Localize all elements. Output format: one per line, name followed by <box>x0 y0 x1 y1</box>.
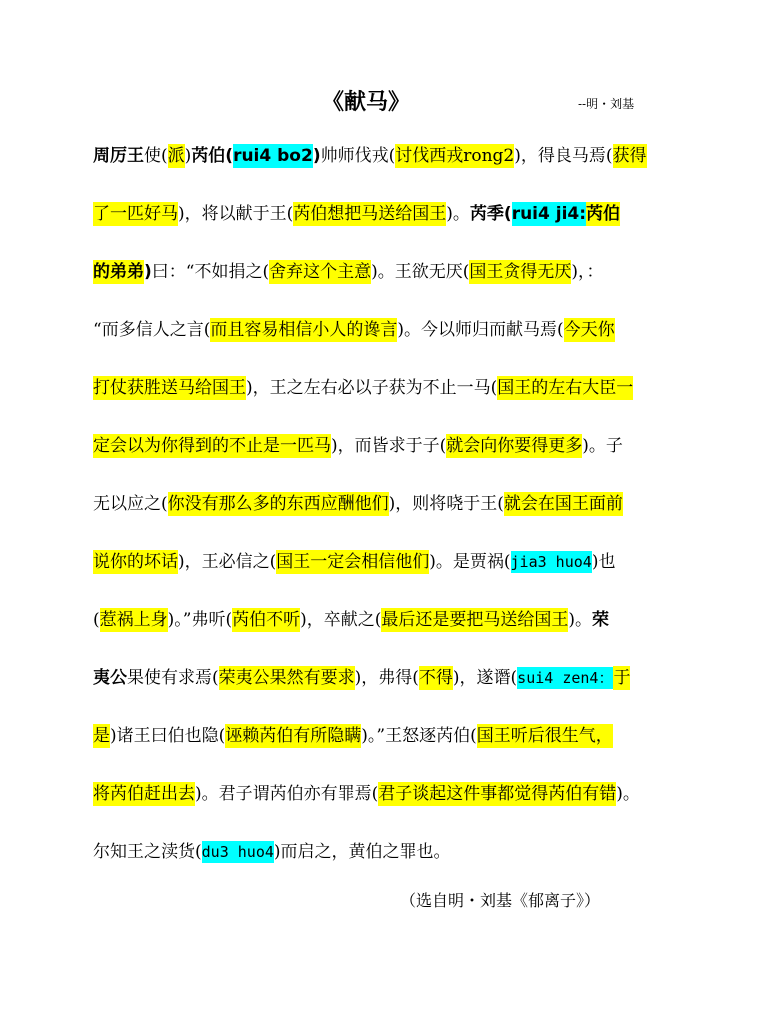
text-line <box>93 359 678 417</box>
yellow-highlight-segment: 就会向你要得更多 <box>446 436 583 456</box>
text-segment: )。今以师归而献马焉( <box>397 320 564 340</box>
text-segment: 曰：“不如捐之( <box>151 262 270 282</box>
text-segment: )。 <box>446 204 470 224</box>
text-line <box>93 185 678 243</box>
yellow-highlight-segment: 荣夷公果然有要求 <box>218 668 355 688</box>
bold-text-segment: 周厉王 <box>93 146 144 166</box>
text-segment: )。 <box>616 784 640 804</box>
yellow-highlight-segment: 将芮伯赶出去 <box>93 784 195 804</box>
yellow-highlight-segment: 就会在国王面前 <box>503 494 623 514</box>
yellow-highlight-segment: 你没有那么多的东西应酬他们 <box>167 494 389 514</box>
text-segment: )，： <box>571 262 604 282</box>
text-segment: )，王之左右必以子获为不止一马( <box>246 378 498 398</box>
text-segment: 果使有求焉( <box>127 668 219 688</box>
yellow-highlight-segment: 国王听后很生气， <box>476 726 613 746</box>
text-segment: )，将以献于王( <box>178 204 294 224</box>
yellow-highlight-segment: 定会以为你得到的不止是一匹马 <box>93 436 331 456</box>
bold-text-segment: ) <box>312 146 321 166</box>
text-line <box>93 417 678 475</box>
yellow-highlight-segment: 打仗获胜送马给国王 <box>93 378 246 398</box>
header <box>0 88 768 124</box>
yellow-highlight-segment: 舍弃这个主意 <box>269 262 372 282</box>
text-segment: )。是贾祸( <box>429 552 511 572</box>
text-line <box>93 127 678 185</box>
text-line <box>93 475 678 533</box>
text-line <box>93 591 678 649</box>
text-segment: )。”弗听( <box>167 610 233 630</box>
text-segment: )。子 <box>582 436 623 456</box>
yellow-highlight-segment: 的弟弟 <box>93 262 144 282</box>
pinyin-highlight-segment: rui4 bo2 <box>233 146 313 166</box>
text-body <box>93 127 678 881</box>
yellow-highlight-segment: 而且容易相信小人的谗言 <box>210 320 398 340</box>
text-segment: 帅师伐戎( <box>320 146 396 166</box>
yellow-highlight-segment: 芮伯 <box>586 204 621 224</box>
yellow-highlight-segment: 芮伯不听 <box>232 610 301 630</box>
yellow-highlight-segment: 国王的左右大臣一 <box>497 378 634 398</box>
yellow-highlight-segment: 诬赖芮伯有所隐瞒 <box>225 726 362 746</box>
text-segment: )。王欲无厌( <box>371 262 470 282</box>
text-segment: “而多信人之言( <box>93 320 211 340</box>
text-segment: )，弗得( <box>354 668 419 688</box>
text-line <box>93 301 678 359</box>
text-segment: )，遂谮( <box>452 668 518 688</box>
pinyin-highlight-segment: du3 huo4 <box>201 843 274 861</box>
text-line <box>93 649 678 707</box>
yellow-highlight-segment: 芮伯想把马送给国王 <box>293 204 447 224</box>
text-segment: 尔知王之渎货( <box>93 842 202 862</box>
pinyin-highlight-segment: rui4 ji4: <box>511 204 587 224</box>
author-attribution: --明・刘基 <box>578 97 635 111</box>
bold-text-segment: 荣 <box>592 610 610 630</box>
text-segment: ) <box>184 146 192 166</box>
page-title: 《献马》 <box>322 90 411 115</box>
yellow-highlight-segment: 派 <box>167 146 185 166</box>
yellow-highlight-segment: 说你的坏话 <box>93 552 178 572</box>
text-segment: )也 <box>591 552 616 572</box>
text-segment: )诸王曰伯也隐( <box>110 726 226 746</box>
text-segment: )。君子谓芮伯亦有罪焉( <box>195 784 379 804</box>
text-line <box>93 765 678 823</box>
yellow-highlight-segment: 国王贪得无厌 <box>469 262 572 282</box>
text-segment: ( <box>93 610 100 630</box>
yellow-highlight-segment: 于 <box>613 668 631 688</box>
yellow-highlight-segment: 获得 <box>612 146 647 166</box>
text-segment: )，则将哓于王( <box>388 494 504 514</box>
yellow-highlight-segment: 不得 <box>418 668 453 688</box>
text-line <box>93 823 678 881</box>
text-segment: )，得良马焉( <box>514 146 613 166</box>
pinyin-highlight-segment: jia3 huo4 <box>510 553 592 571</box>
yellow-highlight-segment: 今天你 <box>563 320 615 340</box>
text-segment: 无以应之( <box>93 494 168 514</box>
text-line <box>93 707 678 765</box>
yellow-highlight-segment: 了一匹好马 <box>93 204 178 224</box>
text-segment: )。”王怒逐芮伯( <box>361 726 477 746</box>
bold-text-segment: 夷公 <box>93 668 127 688</box>
text-segment: )，卒献之( <box>300 610 382 630</box>
text-segment: )，王必信之( <box>178 552 277 572</box>
pinyin-highlight-segment: sui4 zen4： <box>517 669 614 687</box>
yellow-highlight-segment: 国王一定会相信他们 <box>276 552 430 572</box>
yellow-highlight-segment: 讨伐西戎rong2 <box>395 146 515 166</box>
text-line <box>93 533 678 591</box>
yellow-highlight-segment: 是 <box>93 726 110 746</box>
text-segment: )而启之，黄伯之罪也。 <box>273 842 451 862</box>
bold-text-segment: 芮季( <box>469 204 512 224</box>
text-segment: 使( <box>144 146 168 166</box>
yellow-highlight-segment: 惹祸上身 <box>99 610 168 630</box>
source-citation: （选自明・刘基《郁离子》） <box>400 891 601 910</box>
yellow-highlight-segment: 君子谈起这件事都觉得芮伯有错 <box>378 784 617 804</box>
yellow-highlight-segment: 最后还是要把马送给国王 <box>381 610 569 630</box>
text-line <box>93 243 678 301</box>
text-segment: )。 <box>568 610 593 630</box>
text-segment: )，而皆求于子( <box>331 436 447 456</box>
bold-text-segment: ) <box>144 262 152 282</box>
bold-text-segment: 芮伯( <box>191 146 234 166</box>
